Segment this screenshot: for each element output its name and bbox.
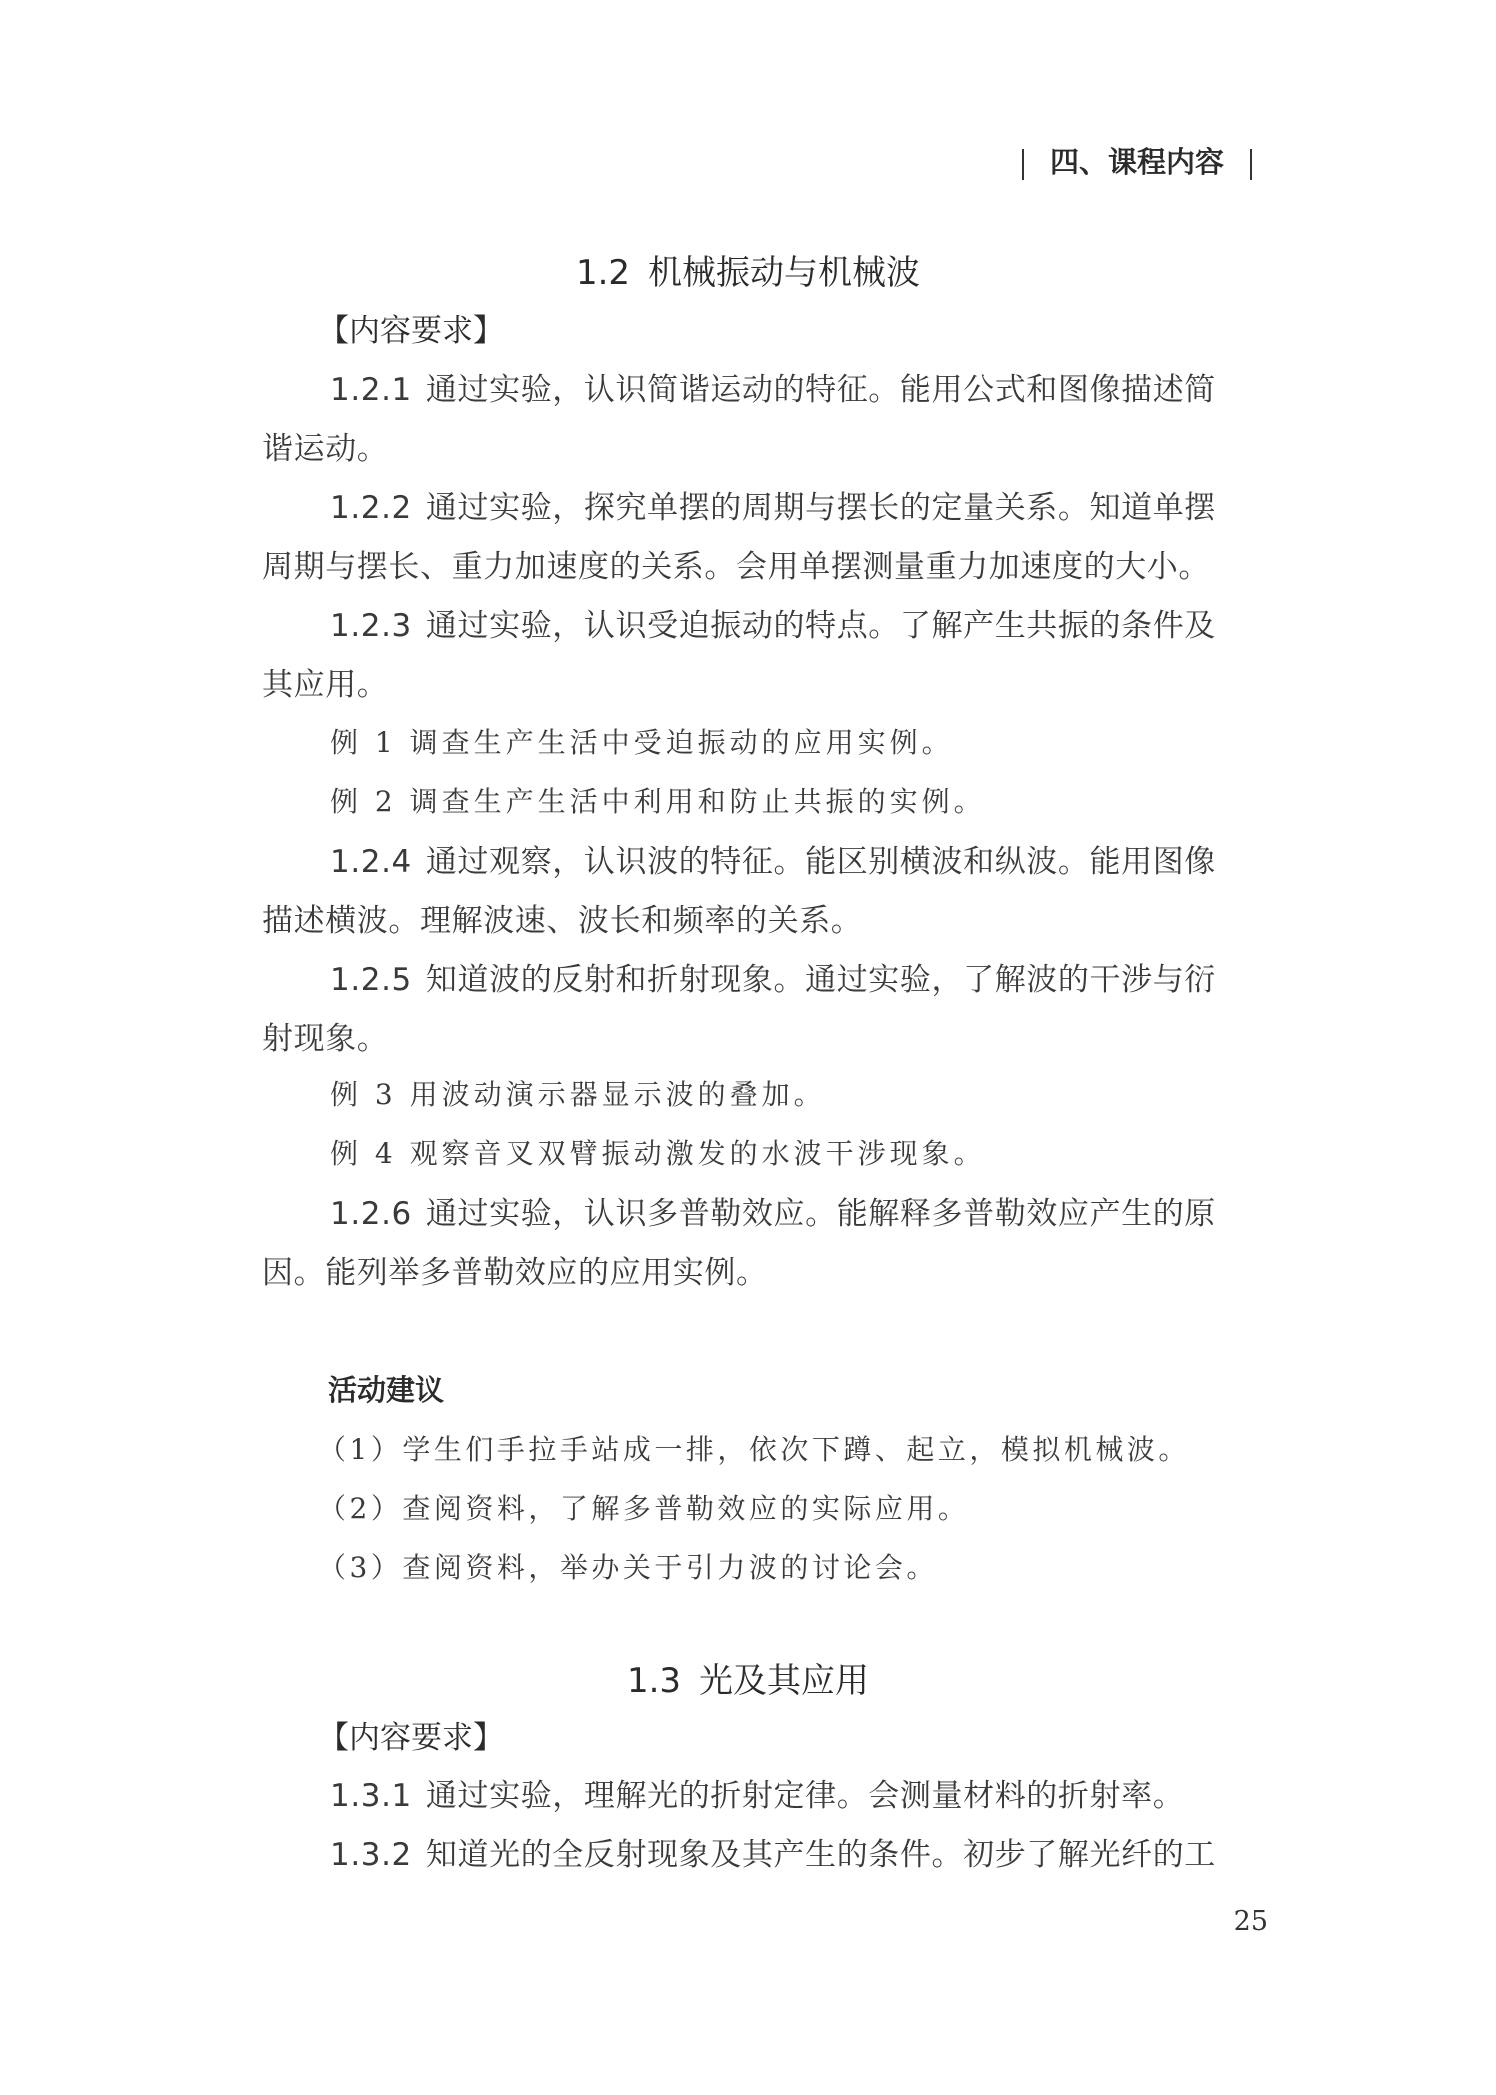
paragraph-line — [330, 364, 1216, 409]
paragraph-line — [330, 482, 1216, 527]
header-divider-left — [1022, 149, 1024, 180]
item-number: 1.2.6 — [330, 1196, 412, 1232]
section-title-1-3 — [0, 1653, 1496, 1702]
item-text: 通过实验，理解光的折射定律。会测量材料的折射率。 — [425, 1778, 1185, 1814]
chapter-label: 四、课程内容 — [1049, 145, 1224, 179]
item-text: 知道波的反射和折射现象。通过实验，了解波的干涉与衍 — [425, 962, 1216, 998]
paragraph-line: 周期与摆长、重力加速度的关系。会用单摆测量重力加速度的大小。 — [262, 549, 1210, 585]
item-number: 1.2.4 — [330, 844, 412, 880]
section-number: 1.3 — [626, 1661, 682, 1701]
paragraph-line: 谐运动。 — [262, 431, 389, 467]
item-text: 通过实验，认识受迫振动的特点。了解产生共振的条件及 — [425, 608, 1216, 644]
item-number: 1.3.1 — [330, 1778, 412, 1814]
running-header — [996, 140, 1278, 181]
item-number: 1.3.2 — [330, 1837, 412, 1873]
example-3: 例 3 用波动演示器显示波的叠加。 — [330, 1078, 826, 1111]
paragraph-line — [330, 954, 1216, 999]
item-number: 1.2.5 — [330, 962, 412, 998]
paragraph-line — [330, 600, 1216, 645]
example-2: 例 2 调查生产生活中利用和防止共振的实例。 — [330, 785, 986, 818]
item-text: 通过实验，探究单摆的周期与摆长的定量关系。知道单摆 — [425, 490, 1216, 526]
activity-heading: 活动建议 — [328, 1373, 445, 1407]
paragraph-line: 因。能列举多普勒效应的应用实例。 — [262, 1255, 768, 1291]
paragraph-line — [330, 1829, 1216, 1874]
item-number: 1.2.1 — [330, 372, 412, 408]
paragraph-line — [330, 1188, 1216, 1233]
item-text: 通过观察，认识波的特征。能区别横波和纵波。能用图像 — [425, 844, 1216, 880]
activity-item: （3）查阅资料，举办关于引力波的讨论会。 — [318, 1551, 938, 1584]
item-text: 通过实验，认识多普勒效应。能解释多普勒效应产生的原 — [425, 1196, 1216, 1232]
header-divider-right — [1250, 149, 1252, 180]
section-title-1-2 — [0, 245, 1496, 294]
paragraph-line: 其应用。 — [262, 667, 389, 703]
item-number: 1.2.3 — [330, 608, 412, 644]
paragraph-line — [330, 836, 1216, 881]
item-text: 通过实验，认识简谐运动的特征。能用公式和图像描述简 — [425, 372, 1216, 408]
section-title-text: 机械振动与机械波 — [648, 253, 921, 293]
paragraph-line: 射现象。 — [262, 1021, 389, 1057]
section-number: 1.2 — [575, 253, 631, 293]
section-title-text: 光及其应用 — [699, 1661, 870, 1701]
paragraph-line: 描述横波。理解波速、波长和频率的关系。 — [262, 903, 863, 939]
item-text: 知道光的全反射现象及其产生的条件。初步了解光纤的工 — [425, 1837, 1216, 1873]
activity-item: （2）查阅资料，了解多普勒效应的实际应用。 — [318, 1492, 970, 1525]
requirements-heading: 【内容要求】 — [318, 1720, 504, 1756]
activity-item: （1）学生们手拉手站成一排，依次下蹲、起立，模拟机械波。 — [318, 1433, 1190, 1466]
example-1: 例 1 调查生产生活中受迫振动的应用实例。 — [330, 726, 954, 759]
requirements-heading: 【内容要求】 — [318, 313, 504, 349]
page-number: 25 — [1233, 1906, 1268, 1937]
example-4: 例 4 观察音叉双臂振动激发的水波干涉现象。 — [330, 1137, 986, 1170]
paragraph-line — [330, 1770, 1184, 1815]
item-number: 1.2.2 — [330, 490, 412, 526]
